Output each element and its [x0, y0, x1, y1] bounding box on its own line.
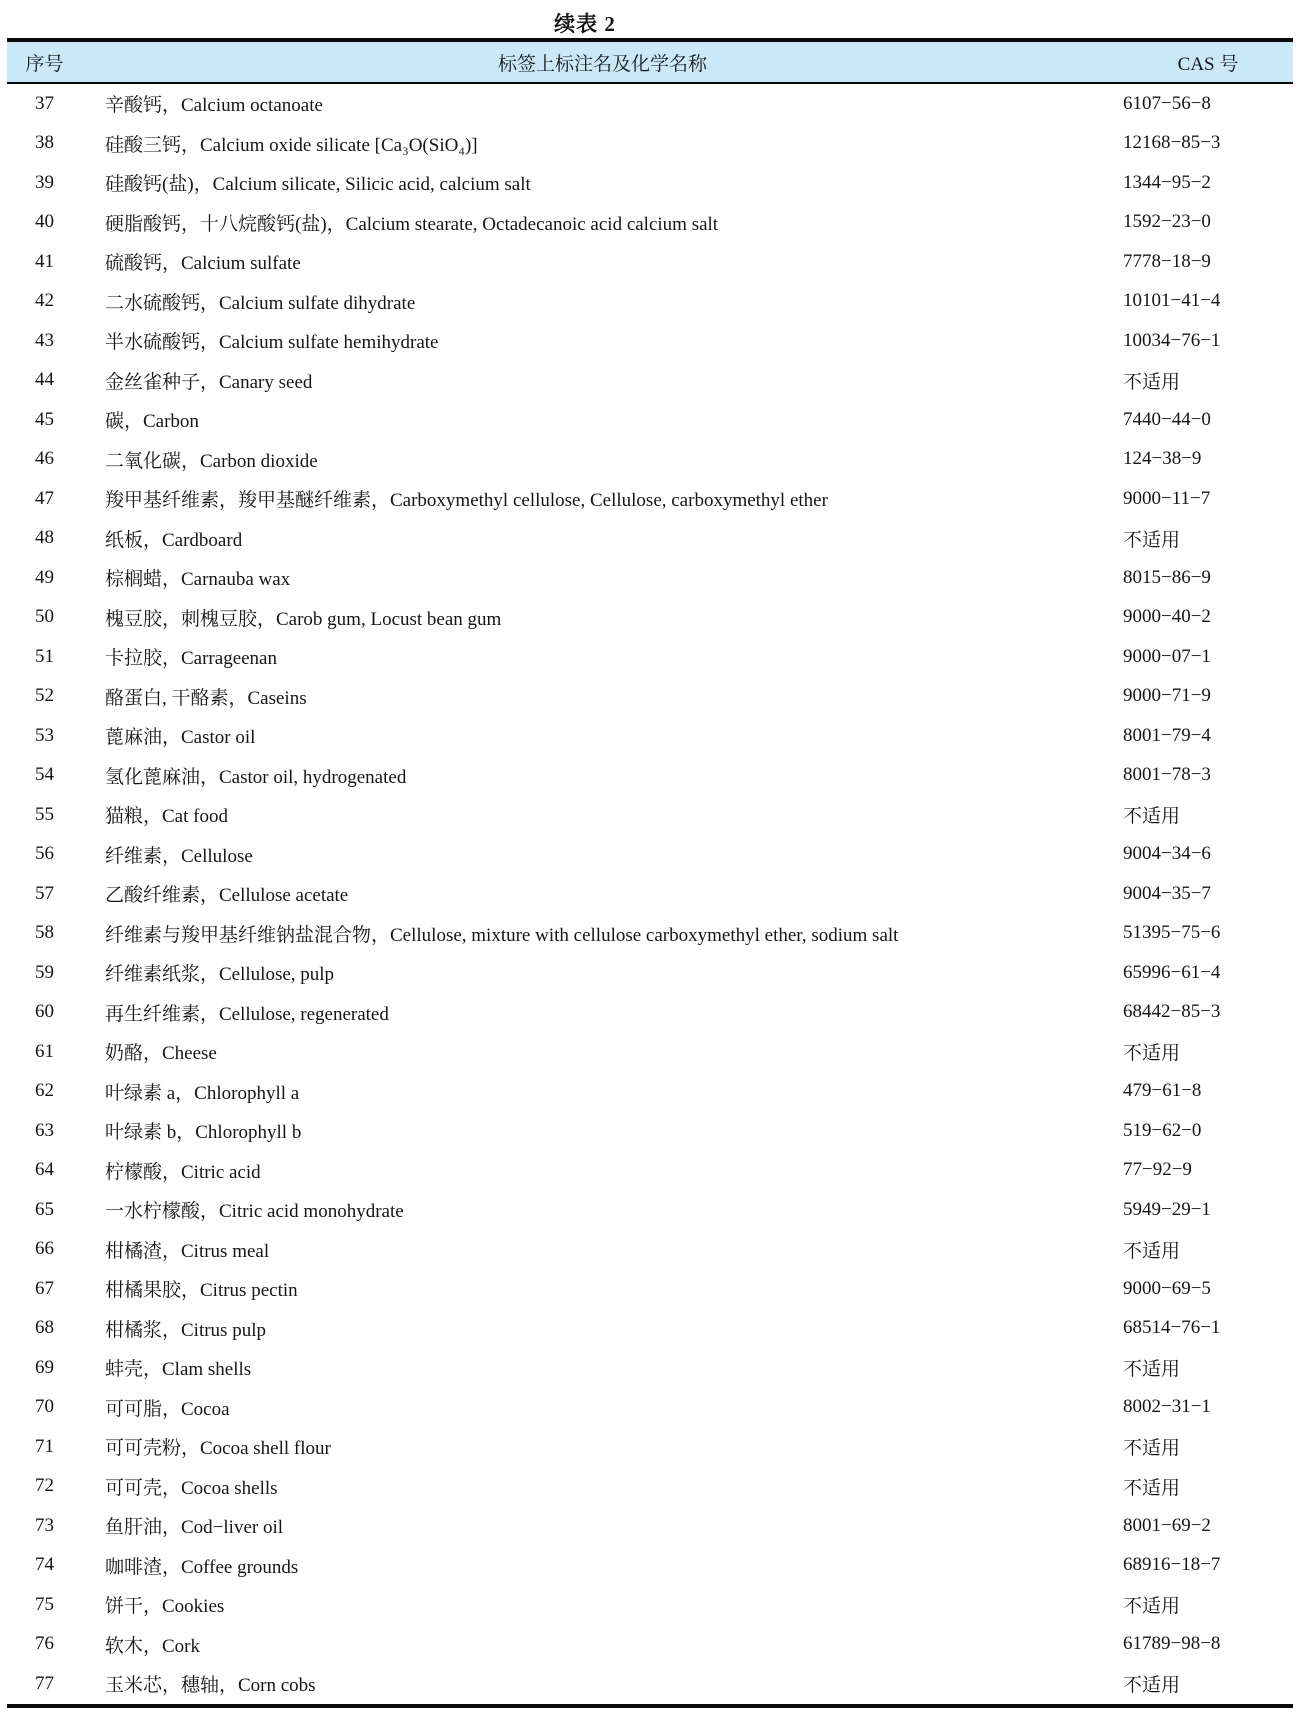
- table-row: [7, 1625, 1293, 1665]
- row-index: 38: [35, 132, 54, 154]
- row-cas-number: 6107−56−8: [1123, 92, 1211, 114]
- table-row: [7, 716, 1293, 756]
- table-row: [7, 1348, 1293, 1388]
- row-index: 40: [35, 211, 54, 233]
- row-substance-name: 可可壳粉，Cocoa shell flour: [105, 1438, 331, 1460]
- row-substance-name: 蚌壳，Clam shells: [105, 1359, 252, 1381]
- row-index: 58: [35, 922, 54, 944]
- row-index: 77: [35, 1672, 54, 1694]
- table-row: [7, 361, 1293, 401]
- row-substance-name: 氢化蓖麻油，Castor oil, hydrogenated: [105, 766, 407, 788]
- row-cas-number: 9000−07−1: [1123, 645, 1211, 667]
- row-index: 57: [35, 882, 54, 904]
- table-row: [7, 598, 1293, 638]
- row-index: 47: [35, 487, 54, 509]
- table-row: [7, 1309, 1293, 1349]
- table-row: [7, 914, 1293, 954]
- page-title: 续表 2: [554, 12, 616, 36]
- row-index: 50: [35, 606, 54, 628]
- row-cas-number: 68514−76−1: [1123, 1317, 1221, 1339]
- row-index: 49: [35, 566, 54, 588]
- table-row: [7, 874, 1293, 914]
- row-cas-number: 8001−69−2: [1123, 1514, 1211, 1536]
- row-substance-name: 咖啡渣，Coffee grounds: [105, 1556, 299, 1578]
- row-cas-number: 124−38−9: [1123, 448, 1202, 470]
- row-cas-number: 519−62−0: [1123, 1119, 1202, 1141]
- row-substance-name: 硅酸三钙，Calcium oxide silicate [Ca₃O(SiO₄)]: [105, 134, 478, 156]
- table-row: [7, 1072, 1293, 1112]
- row-substance-name: 饼干，Cookies: [105, 1596, 225, 1618]
- row-substance-name: 柠檬酸，Citric acid: [105, 1161, 261, 1183]
- row-substance-name: 叶绿素 a，Chlorophyll a: [105, 1082, 300, 1104]
- row-index: 61: [35, 1040, 54, 1062]
- row-cas-number: 10101−41−4: [1123, 290, 1221, 312]
- row-substance-name: 硬脂酸钙，十八烷酸钙(盐)，Calcium stearate, Octadecanoic acid calcium salt: [105, 213, 719, 235]
- row-cas-number: 7440−44−0: [1123, 408, 1211, 430]
- row-substance-name: 碳，Carbon: [105, 411, 199, 433]
- table-row: [7, 479, 1293, 519]
- row-index: 51: [35, 645, 54, 667]
- row-cas-number: 8001−79−4: [1123, 724, 1211, 746]
- row-substance-name: 金丝雀种子，Canary seed: [105, 371, 313, 393]
- row-cas-number: 9004−35−7: [1123, 882, 1211, 904]
- row-index: 48: [35, 527, 54, 549]
- row-index: 37: [35, 92, 54, 114]
- row-index: 74: [35, 1554, 54, 1576]
- row-cas-number: 8001−78−3: [1123, 764, 1211, 786]
- row-substance-name: 槐豆胶，刺槐豆胶，Carob gum, Locust bean gum: [105, 608, 502, 630]
- table-header-row: [7, 38, 1293, 84]
- row-index: 60: [35, 1001, 54, 1023]
- row-cas-number: 不适用: [1123, 1240, 1181, 1262]
- row-cas-number: 10034−76−1: [1123, 329, 1221, 351]
- row-substance-name: 猫粮，Cat food: [105, 806, 228, 828]
- table-row: [7, 637, 1293, 677]
- table-row: [7, 282, 1293, 322]
- table-row: [7, 1190, 1293, 1230]
- row-cas-number: 5949−29−1: [1123, 1198, 1211, 1220]
- row-cas-number: 7778−18−9: [1123, 250, 1211, 272]
- row-cas-number: 不适用: [1123, 806, 1181, 828]
- row-index: 59: [35, 961, 54, 983]
- row-cas-number: 9004−34−6: [1123, 843, 1211, 865]
- row-cas-number: 不适用: [1123, 1438, 1181, 1460]
- row-cas-number: 不适用: [1123, 1043, 1181, 1065]
- table-row: [7, 1151, 1293, 1191]
- table-row: [7, 953, 1293, 993]
- row-cas-number: 61789−98−8: [1123, 1633, 1221, 1655]
- row-index: 41: [35, 250, 54, 272]
- row-cas-number: 1592−23−0: [1123, 211, 1211, 233]
- row-substance-name: 棕榈蜡，Carnauba wax: [105, 569, 291, 591]
- table-row: [7, 1546, 1293, 1586]
- row-index: 75: [35, 1593, 54, 1615]
- row-index: 55: [35, 803, 54, 825]
- row-substance-name: 半水硫酸钙，Calcium sulfate hemihydrate: [105, 332, 439, 354]
- table-row: [7, 321, 1293, 361]
- row-index: 64: [35, 1159, 54, 1181]
- table-row: [7, 1269, 1293, 1309]
- row-substance-name: 柑橘浆，Citrus pulp: [105, 1319, 266, 1341]
- table-row: [7, 677, 1293, 717]
- row-index: 66: [35, 1238, 54, 1260]
- substances-table: [7, 38, 1293, 1708]
- row-substance-name: 再生纤维素，Cellulose, regenerated: [105, 1003, 389, 1025]
- row-cas-number: 77−92−9: [1123, 1159, 1192, 1181]
- row-index: 76: [35, 1633, 54, 1655]
- table-row: [7, 993, 1293, 1033]
- table-row: [7, 84, 1293, 124]
- header-name: 标签上标注名及化学名称: [497, 53, 707, 75]
- row-cas-number: 65996−61−4: [1123, 961, 1221, 983]
- row-cas-number: 68916−18−7: [1123, 1554, 1221, 1576]
- row-substance-name: 乙酸纤维素，Cellulose acetate: [105, 885, 349, 907]
- table-row: [7, 835, 1293, 875]
- row-index: 73: [35, 1514, 54, 1536]
- row-index: 56: [35, 843, 54, 865]
- table-row: [7, 1427, 1293, 1467]
- table-row: [7, 756, 1293, 796]
- table-row: [7, 124, 1293, 164]
- row-index: 72: [35, 1475, 54, 1497]
- row-index: 43: [35, 329, 54, 351]
- row-cas-number: 不适用: [1123, 1359, 1181, 1381]
- row-substance-name: 可可脂，Cocoa: [105, 1398, 230, 1420]
- row-cas-number: 不适用: [1123, 1675, 1181, 1697]
- row-substance-name: 玉米芯，穗轴，Corn cobs: [105, 1675, 316, 1697]
- row-index: 62: [35, 1080, 54, 1102]
- table-row: [7, 203, 1293, 243]
- table-row: [7, 1032, 1293, 1072]
- row-index: 39: [35, 171, 54, 193]
- row-index: 71: [35, 1435, 54, 1457]
- row-index: 52: [35, 685, 54, 707]
- table-row: [7, 1111, 1293, 1151]
- table-row: [7, 1230, 1293, 1270]
- row-substance-name: 羧甲基纤维素，羧甲基醚纤维素，Carboxymethyl cellulose, Cellulose, carboxymethyl ether: [105, 490, 828, 512]
- table-row: [7, 440, 1293, 480]
- row-cas-number: 68442−85−3: [1123, 1001, 1221, 1023]
- header-index: 序号: [25, 53, 64, 75]
- row-index: 70: [35, 1396, 54, 1418]
- row-substance-name: 柑橘渣，Citrus meal: [105, 1240, 270, 1262]
- row-substance-name: 蓖麻油，Castor oil: [105, 727, 256, 749]
- row-index: 63: [35, 1119, 54, 1141]
- row-index: 54: [35, 764, 54, 786]
- row-substance-name: 硫酸钙，Calcium sulfate: [105, 253, 301, 275]
- row-substance-name: 二氧化碳，Carbon dioxide: [105, 450, 318, 472]
- table-row: [7, 1388, 1293, 1428]
- table-row: [7, 519, 1293, 559]
- row-cas-number: 不适用: [1123, 1477, 1181, 1499]
- row-index: 44: [35, 369, 54, 391]
- row-cas-number: 9000−40−2: [1123, 606, 1211, 628]
- row-substance-name: 辛酸钙，Calcium octanoate: [105, 95, 323, 117]
- row-cas-number: 51395−75−6: [1123, 922, 1221, 944]
- row-index: 67: [35, 1277, 54, 1299]
- table-row: [7, 795, 1293, 835]
- row-substance-name: 鱼肝油，Cod−liver oil: [105, 1517, 284, 1539]
- row-substance-name: 硅酸钙(盐)，Calcium silicate, Silicic acid, calcium salt: [105, 174, 531, 196]
- table-row: [7, 400, 1293, 440]
- header-cas: CAS 号: [1177, 53, 1239, 75]
- row-substance-name: 一水柠檬酸，Citric acid monohydrate: [105, 1201, 404, 1223]
- table-row: [7, 558, 1293, 598]
- row-substance-name: 柑橘果胶，Citrus pectin: [105, 1280, 298, 1302]
- row-cas-number: 8015−86−9: [1123, 566, 1211, 588]
- row-cas-number: 9000−69−5: [1123, 1277, 1211, 1299]
- table-row: [7, 163, 1293, 203]
- row-index: 42: [35, 290, 54, 312]
- row-substance-name: 纸板，Cardboard: [105, 529, 243, 551]
- table-row: [7, 1664, 1293, 1704]
- row-cas-number: 不适用: [1123, 1596, 1181, 1618]
- table-body: [7, 84, 1293, 1708]
- row-cas-number: 不适用: [1123, 529, 1181, 551]
- row-cas-number: 不适用: [1123, 371, 1181, 393]
- row-index: 45: [35, 408, 54, 430]
- table-row: [7, 1506, 1293, 1546]
- row-substance-name: 软木，Cork: [105, 1635, 201, 1657]
- row-substance-name: 纤维素与羧甲基纤维钠盐混合物，Cellulose, mixture with cellulose carboxymethyl ether, sodium salt: [105, 924, 899, 946]
- row-substance-name: 叶绿素 b，Chlorophyll b: [105, 1122, 302, 1144]
- row-substance-name: 酪蛋白, 干酪素，Caseins: [105, 687, 307, 709]
- row-index: 65: [35, 1198, 54, 1220]
- row-substance-name: 卡拉胶，Carrageenan: [105, 648, 277, 670]
- row-substance-name: 纤维素，Cellulose: [105, 845, 253, 867]
- row-cas-number: 8002−31−1: [1123, 1396, 1211, 1418]
- row-substance-name: 二水硫酸钙，Calcium sulfate dihydrate: [105, 292, 416, 314]
- row-cas-number: 9000−71−9: [1123, 685, 1211, 707]
- row-index: 53: [35, 724, 54, 746]
- row-substance-name: 可可壳，Cocoa shells: [105, 1477, 278, 1499]
- row-index: 46: [35, 448, 54, 470]
- table-row: [7, 1585, 1293, 1625]
- row-substance-name: 纤维素纸浆，Cellulose, pulp: [105, 964, 335, 986]
- row-substance-name: 奶酪，Cheese: [105, 1043, 217, 1065]
- row-index: 68: [35, 1317, 54, 1339]
- table-row: [7, 1467, 1293, 1507]
- row-index: 69: [35, 1356, 54, 1378]
- row-cas-number: 1344−95−2: [1123, 171, 1211, 193]
- row-cas-number: 9000−11−7: [1123, 487, 1211, 509]
- row-cas-number: 479−61−8: [1123, 1080, 1202, 1102]
- row-cas-number: 12168−85−3: [1123, 132, 1221, 154]
- table-row: [7, 242, 1293, 282]
